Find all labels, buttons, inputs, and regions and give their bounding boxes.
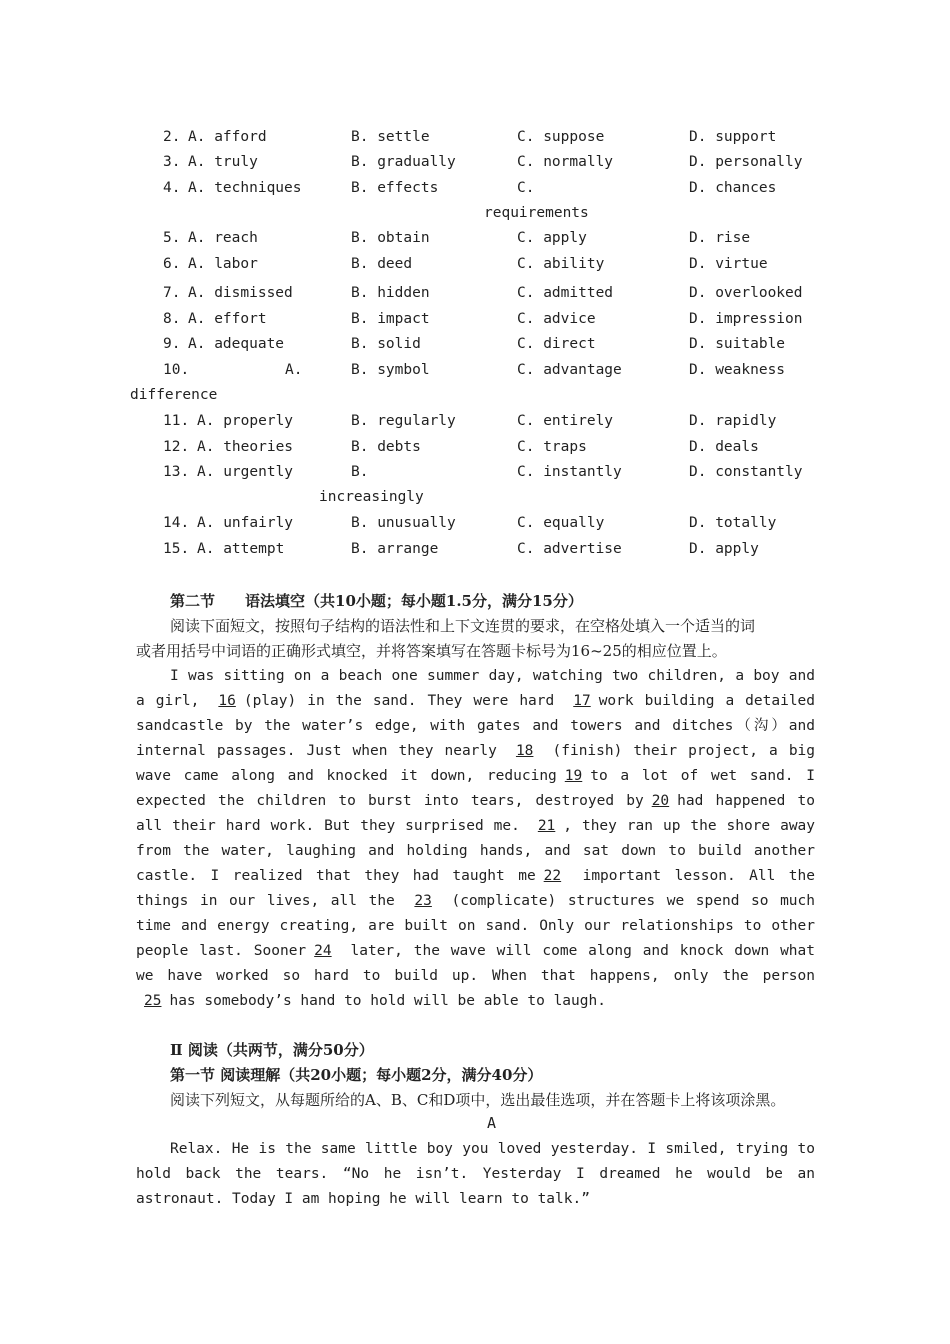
option-c: C. normally [517, 154, 614, 170]
option-b: B. impact [351, 311, 430, 327]
option-b: B. obtain [351, 230, 430, 246]
passage-text: I was sitting on a beach one summer day, watching two children, a boy and a girl, [136, 668, 815, 709]
option-d: D. totally [689, 515, 777, 531]
question-number: 2. [163, 129, 181, 145]
question-number: 12. [163, 439, 190, 455]
option-row [0, 336, 950, 358]
option-a: A. properly [197, 413, 294, 429]
option-c: C. [517, 180, 535, 196]
option-c: C. advantage [517, 362, 622, 378]
passage-text: had happened to all their hard work. But they surprised me. [136, 793, 815, 834]
passage-text: , they ran up the shore away from the water, laughing and holding hands, and sat down to build another castle. I realized that they had taught me [136, 818, 816, 884]
option-d: D. constantly [689, 464, 803, 480]
blank-19[interactable]: 19 [564, 768, 583, 784]
option-b-wrap: increasingly [319, 489, 424, 505]
option-b: B. gradually [351, 154, 456, 170]
question-number: 9. [163, 336, 181, 352]
subsection-heading: 第一节 阅读理解（共20小题；每小题2分，满分40分） [170, 1066, 543, 1084]
option-a: A. reach [188, 230, 258, 246]
option-c: C. traps [517, 439, 587, 455]
option-row [0, 515, 950, 537]
blank-24[interactable]: 24 [314, 943, 332, 959]
reading-instruction: 阅读下列短文，从每题所给的A、B、C和D项中，选出最佳选项，并在答题卡上将该项涂黑。 [170, 1091, 786, 1109]
option-a: A. [285, 362, 303, 378]
option-d: D. personally [689, 154, 803, 170]
instruction-line: 阅读下面短文，按照句子结构的语法性和上下文连贯的要求，在空格处填入一个适当的词 [170, 617, 756, 635]
grammar-passage [136, 664, 815, 1014]
question-number: 6. [163, 256, 181, 272]
option-row [0, 439, 950, 461]
question-number: 5. [163, 230, 181, 246]
option-b: B. hidden [351, 285, 430, 301]
option-row [0, 541, 950, 563]
option-c: C. ability [517, 256, 605, 272]
option-b: B. regularly [351, 413, 456, 429]
option-row [0, 285, 950, 307]
option-a: A. dismissed [188, 285, 293, 301]
option-c: C. advertise [517, 541, 622, 557]
option-b: B. [351, 464, 369, 480]
passage-text: work building a detailed sandcastle by the water’s edge, with gates and towers and ditches（沟）and internal passages. Just when they nearly [136, 693, 816, 759]
option-a: A. urgently [197, 464, 294, 480]
option-row [0, 256, 950, 278]
option-row [0, 464, 950, 486]
option-row [0, 311, 950, 333]
option-d: D. suitable [689, 336, 786, 352]
option-a: A. unfairly [197, 515, 294, 531]
option-b: B. debts [351, 439, 421, 455]
passage-label: A [486, 1114, 497, 1132]
option-d: D. support [689, 129, 777, 145]
question-number: 10. [163, 362, 190, 378]
option-d: D. impression [689, 311, 803, 327]
passage-text: to a lot of wet sand. I expected the children to burst into tears, destroyed by [136, 768, 815, 809]
option-c: C. entirely [517, 413, 614, 429]
option-d: D. apply [689, 541, 759, 557]
passage-text: later, the wave will come along and knock down what we have worked so hard to build up. When that happens, only the person [136, 943, 815, 984]
option-d: D. deals [689, 439, 759, 455]
option-c: C. admitted [517, 285, 614, 301]
option-a: A. theories [197, 439, 294, 455]
reading-passage: Relax. He is the same little boy you loved yesterday. I smiled, trying to hold back the tears. “No he isn’t. Yesterday I dreamed he would be an astronaut. Today I am hoping he will learn to talk.” [136, 1141, 815, 1207]
passage-text: (finish) their project, a big wave came along and knocked it down, reducing [136, 743, 816, 784]
option-c: C. instantly [517, 464, 622, 480]
option-row [0, 180, 950, 202]
question-number: 3. [163, 154, 181, 170]
blank-16[interactable]: 16 [218, 693, 236, 709]
option-b: B. arrange [351, 541, 439, 557]
question-number: 11. [163, 413, 190, 429]
option-c: C. apply [517, 230, 587, 246]
option-c-wrap: requirements [484, 205, 589, 221]
option-a: A. truly [188, 154, 258, 170]
option-a: A. techniques [188, 180, 302, 196]
option-a: A. adequate [188, 336, 285, 352]
option-d: D. chances [689, 180, 777, 196]
blank-21[interactable]: 21 [537, 818, 556, 834]
passage-text: (complicate) structures we spend so much time and energy creating, are built on sand. Only our relationships to other people last. Sooner [136, 893, 816, 959]
section-heading: 第二节 语法填空（共10小题；每小题1.5分，满分15分） [170, 592, 583, 610]
blank-20[interactable]: 20 [651, 793, 670, 809]
option-row [0, 129, 950, 151]
option-c: C. direct [517, 336, 596, 352]
option-d: D. weakness [689, 362, 786, 378]
part-heading: Ⅱ 阅读（共两节，满分50分） [170, 1041, 374, 1059]
blank-17[interactable]: 17 [573, 693, 591, 709]
option-b: B. unusually [351, 515, 456, 531]
option-a-wrap: difference [130, 387, 218, 403]
blank-18[interactable]: 18 [515, 743, 534, 759]
option-d: D. rise [689, 230, 751, 246]
option-b: B. deed [351, 256, 413, 272]
instruction-line: 或者用括号中词语的正确形式填空，并将答案填写在答题卡标号为16~25的相应位置上。 [136, 642, 727, 660]
question-number: 8. [163, 311, 181, 327]
blank-22[interactable]: 22 [543, 868, 562, 884]
option-row [0, 154, 950, 176]
blank-23[interactable]: 23 [414, 893, 432, 909]
passage-text: has somebody’s hand to hold will be able to laugh. [169, 993, 606, 1009]
option-a: A. effort [188, 311, 267, 327]
question-number: 4. [163, 180, 181, 196]
option-row [0, 362, 950, 384]
passage-text: important lesson. All the things in our lives, all the [136, 868, 815, 909]
option-c: C. suppose [517, 129, 605, 145]
passage-text: (play) in the sand. They were hard [243, 693, 555, 709]
option-c: C. advice [517, 311, 596, 327]
option-row [0, 413, 950, 435]
option-row [0, 230, 950, 252]
question-number: 14. [163, 515, 190, 531]
option-a: A. afford [188, 129, 267, 145]
question-number: 15. [163, 541, 190, 557]
option-b: B. solid [351, 336, 421, 352]
question-number: 7. [163, 285, 181, 301]
option-c: C. equally [517, 515, 605, 531]
option-b: B. symbol [351, 362, 430, 378]
question-number: 13. [163, 464, 190, 480]
option-a: A. attempt [197, 541, 285, 557]
option-b: B. effects [351, 180, 439, 196]
option-d: D. virtue [689, 256, 768, 272]
option-d: D. overlooked [689, 285, 803, 301]
option-a: A. labor [188, 256, 258, 272]
option-d: D. rapidly [689, 413, 777, 429]
option-b: B. settle [351, 129, 430, 145]
blank-25[interactable]: 25 [144, 993, 162, 1009]
